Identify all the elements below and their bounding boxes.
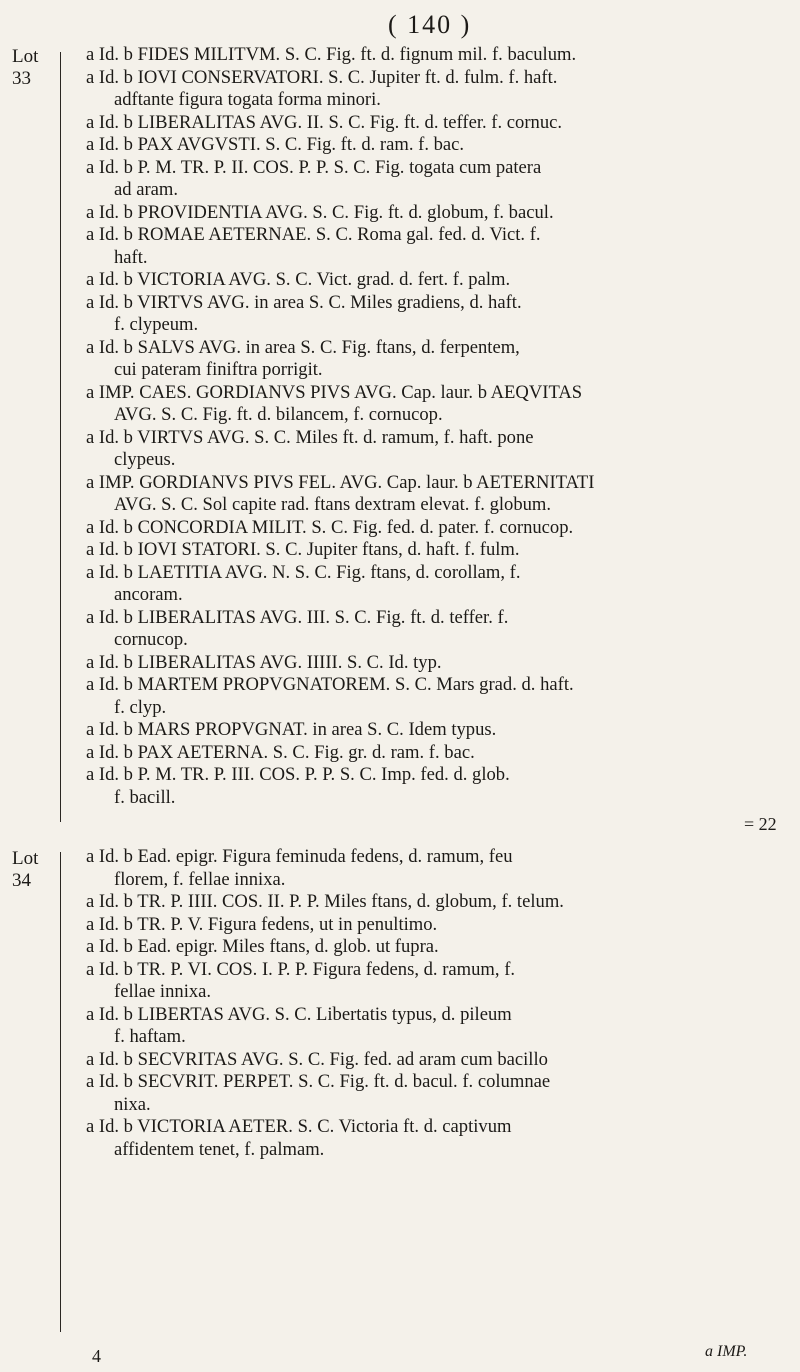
entry-line: a Id. b VICTORIA AETER. S. C. Victoria ft. d. captivum [86,1116,512,1137]
entry-line: a IMP. CAES. GORDIANVS PIVS AVG. Cap. laur. b AEQVITAS [86,381,583,403]
entry-line: a IMP. GORDIANVS PIVS FEL. AVG. Cap. laur. b AETERNITATI [86,471,595,493]
entry-line: a Id. b SECVRITAS AVG. S. C. Fig. fed. ad aram cum bacillo [86,1048,548,1070]
entry-line: a Id. b LIBERALITAS AVG. IIIII. S. C. Id. typ. [86,651,442,673]
catalog-entry [86,292,786,337]
catalog-entry [86,539,786,562]
entry-line: a Id. b PAX AVGVSTI. S. C. Fig. ft. d. ram. f. bac. [86,134,465,155]
entry-line: a Id. b PROVIDENTIA AVG. S. C. Fig. ft. d. globum, f. bacul. [86,201,554,223]
catalog-entry [86,742,786,765]
entry-line: a Id. b IOVI CONSERVATORI. S. C. Jupiter ft. d. fulm. f. haft. [86,66,558,88]
lot-label [12,848,38,892]
entry-continuation: f. bacill. [114,786,176,808]
lot-word: Lot [12,848,39,869]
entry-continuation: haft. [114,246,148,268]
entry-line: a Id. b VICTORIA AVG. S. C. Vict. grad. d. fert. f. palm. [86,269,511,290]
entry-continuation: affidentem tenet, f. palmam. [114,1138,325,1160]
entry-line: a Id. b VIRTVS AVG. S. C. Miles ft. d. ramum, f. haft. pone [86,426,534,448]
signature-mark: 4 [92,1346,101,1366]
lot-34-entries [86,846,786,1161]
entry-line: a Id. b SALVS AVG. in area S. C. Fig. ftans, d. ferpentem, [86,336,520,358]
catalog-entry [86,674,786,719]
entry-continuation: cornucop. [114,629,188,650]
entry-continuation: clypeus. [114,449,176,470]
catalog-entry [86,44,786,67]
entry-continuation: adftante figura togata forma minori. [114,89,381,110]
entry-continuation: f. clypeum. [114,314,199,335]
entry-line: a Id. b MARTEM PROPVGNATOREM. S. C. Mars grad. d. haft. [86,674,574,695]
catalog-entry [86,1049,786,1072]
lot-number: 33 [12,68,31,89]
entry-line: a Id. b TR. P. V. Figura fedens, ut in penultimo. [86,913,438,935]
catalog-entry [86,1116,786,1161]
lot-word: Lot [12,46,39,67]
lot-total: = 22 [744,814,777,834]
catalog-entry [86,427,786,472]
entry-line: a Id. b CONCORDIA MILIT. S. C. Fig. fed. d. pater. f. cornucop. [86,516,574,538]
entry-line: a Id. b LAETITIA AVG. N. S. C. Fig. ftans, d. corollam, f. [86,561,521,583]
entry-line: a Id. b TR. P. VI. COS. I. P. P. Figura fedens, d. ramum, f. [86,958,516,980]
lot-33-entries [86,44,786,809]
catalog-entry [86,1004,786,1049]
entry-line: a Id. b LIBERALITAS AVG. III. S. C. Fig. ft. d. teffer. f. [86,606,509,628]
catalog-entry [86,607,786,652]
entry-line: a Id. b IOVI STATORI. S. C. Jupiter ftans, d. haft. f. fulm. [86,539,520,560]
entry-line: a Id. b MARS PROPVGNAT. in area S. C. Idem typus. [86,719,497,740]
catalog-entry [86,936,786,959]
lot-number: 34 [12,870,31,891]
entry-line: a Id. b TR. P. IIII. COS. II. P. P. Miles ftans, d. globum, f. telum. [86,891,564,912]
catalog-entry [86,764,786,809]
entry-line: a Id. b Ead. epigr. Miles ftans, d. glob. ut fupra. [86,936,439,957]
catalog-entry [86,134,786,157]
catalog-entry [86,891,786,914]
catalog-entry [86,202,786,225]
lot-bracket [60,52,67,822]
entry-continuation: AVG. S. C. Sol capite rad. ftans dextram elevat. f. globum. [114,494,552,515]
entry-continuation: florem, f. fellae innixa. [114,868,286,890]
entry-continuation: AVG. S. C. Fig. ft. d. bilancem, f. cornucop. [114,404,443,425]
catalog-entry [86,224,786,269]
entry-line: a Id. b VIRTVS AVG. in area S. C. Miles gradiens, d. haft. [86,291,522,313]
catalog-entry [86,67,786,112]
entry-continuation: f. clyp. [114,696,167,718]
entry-line: a Id. b SECVRIT. PERPET. S. C. Fig. ft. d. bacul. f. columnae [86,1071,551,1092]
entry-continuation: f. haftam. [114,1026,186,1047]
entry-line: a Id. b LIBERALITAS AVG. II. S. C. Fig. ft. d. teffer. f. cornuc. [86,111,563,133]
catalog-entry [86,719,786,742]
catalog-entry [86,959,786,1004]
entry-continuation: ancoram. [114,584,183,605]
catalog-entry [86,337,786,382]
entry-line: a Id. b P. M. TR. P. III. COS. P. P. S. C. Imp. fed. d. glob. [86,764,510,785]
entry-line: a Id. b Ead. epigr. Figura feminuda fedens, d. ramum, feu [86,846,513,867]
catalog-entry [86,652,786,675]
catalog-entry [86,382,786,427]
entry-continuation: nixa. [114,1093,151,1115]
entry-continuation: ad aram. [114,179,179,200]
page-number: ( 140 ) [388,10,472,39]
catalog-entry [86,1071,786,1116]
entry-continuation: cui pateram finiftra porrigit. [114,359,323,380]
catalog-entry [86,517,786,540]
catalog-entry [86,846,786,891]
entry-line: a Id. b FIDES MILITVM. S. C. Fig. ft. d. fignum mil. f. baculum. [86,44,577,65]
catalog-entry [86,562,786,607]
catalog-entry [86,914,786,937]
catalog-entry [86,157,786,202]
lot-label [12,46,38,90]
entry-line: a Id. b ROMAE AETERNAE. S. C. Roma gal. fed. d. Vict. f. [86,224,541,245]
entry-line: a Id. b LIBERTAS AVG. S. C. Libertatis typus, d. pileum [86,1003,512,1025]
catchword: a IMP. [705,1343,748,1360]
entry-line: a Id. b PAX AETERNA. S. C. Fig. gr. d. ram. f. bac. [86,741,475,763]
catalog-entry [86,112,786,135]
catalog-entry [86,269,786,292]
entry-line: a Id. b P. M. TR. P. II. COS. P. P. S. C. Fig. togata cum patera [86,156,542,178]
lot-bracket [60,852,67,1332]
catalog-entry [86,472,786,517]
entry-continuation: fellae innixa. [114,981,212,1002]
